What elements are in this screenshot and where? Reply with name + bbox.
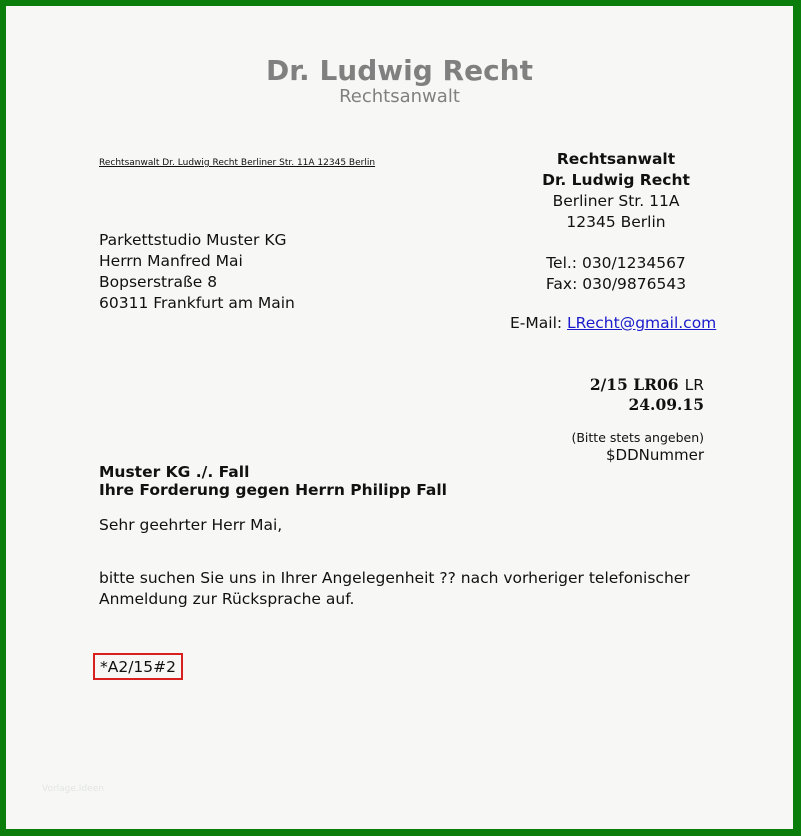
reference-number: 2/15 LR06 [589,375,679,394]
sender-return-address: Rechtsanwalt Dr. Ludwig Recht Berliner Str. 11A 12345 Berlin [99,158,376,168]
reference-initials: LR [684,376,704,394]
email-link[interactable]: LRecht@gmail.com [567,314,717,332]
body-paragraph [99,568,690,610]
email-label: E-Mail: [510,314,568,332]
sender-phone: Tel.: 030/1234567 [546,254,686,272]
watermark: Vorlage.Ideen [42,784,104,794]
reference-block [476,375,704,414]
letter-page [6,6,793,829]
sender-fax: Fax: 030/9876543 [545,275,687,293]
recipient-city: 60311 Frankfurt am Main [99,294,295,312]
sender-street: Berliner Str. 11A [552,192,680,210]
subject-line-1: Muster KG ./. Fall [99,463,250,481]
sender-name: Dr. Ludwig Recht [542,171,690,189]
spacer [476,233,756,253]
letterhead-title: Rechtsanwalt [339,86,460,107]
reference-code-box: *A2/15#2 [93,653,183,680]
subject-line-2: Ihre Forderung gegen Herrn Philipp Fall [99,481,447,499]
recipient-contact: Herrn Manfred Mai [99,252,243,270]
recipient-company: Parkettstudio Muster KG [99,231,287,249]
sender-email-line [510,314,716,332]
reference-hint: (Bitte stets angeben) [571,430,704,445]
salutation: Sehr geehrter Herr Mai, [99,516,283,534]
letter-date: 24.09.15 [628,395,704,414]
body-line-1: bitte suchen Sie uns in Ihrer Angelegenheit ?? nach vorheriger telefonischer [99,569,690,587]
reference-hint-block [476,430,704,464]
recipient-address [99,230,295,314]
sender-city: 12345 Berlin [566,213,666,231]
subject-block [99,463,447,499]
sender-info-block [476,149,756,295]
body-line-2: Anmeldung zur Rücksprache auf. [99,590,355,608]
recipient-street: Bopserstraße 8 [99,273,218,291]
reference-placeholder: $DDNummer [606,446,704,464]
letterhead-name: Dr. Ludwig Recht [266,54,533,87]
sender-title: Rechtsanwalt [556,150,676,168]
